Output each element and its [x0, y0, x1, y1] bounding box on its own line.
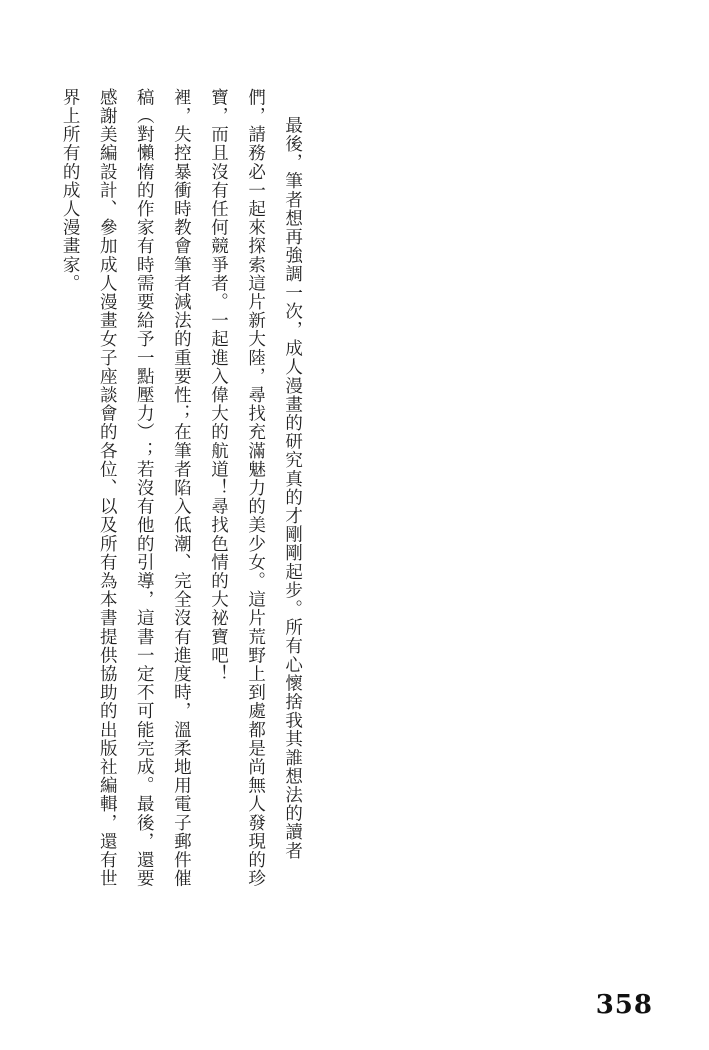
vertical-text-body — [51, 88, 651, 888]
page-number: 358 — [595, 990, 653, 1020]
paragraph-acknowledgements: 裡，失控暴衝時教會筆者減法的重要性；在筆者陷入低潮、完全沒有進度時，溫柔地用電子郵件催稿（對懶惰的作家有時需要給予一點壓力）；若沒有他的引導，這書一定不可能完成。最後，還要感謝美編設計、參加成人漫畫女子座談會的各位、以及所有為本書提供協助的出版社編輯，還有世界上所有的成人漫畫家。 — [60, 88, 192, 888]
paragraph-closing: 最後，筆者想再強調一次，成人漫畫的研究真的才剛剛起步。所有心懷捨我其誰想法的讀者們，請務必一起來探索這片新大陸，尋找充滿魅力的美少女。這片荒野上到處都是尚無人發現的珍寶，而且沒有任何競爭者。一起進入偉大的航道！尋找色情的大祕寶吧！ — [208, 88, 303, 888]
